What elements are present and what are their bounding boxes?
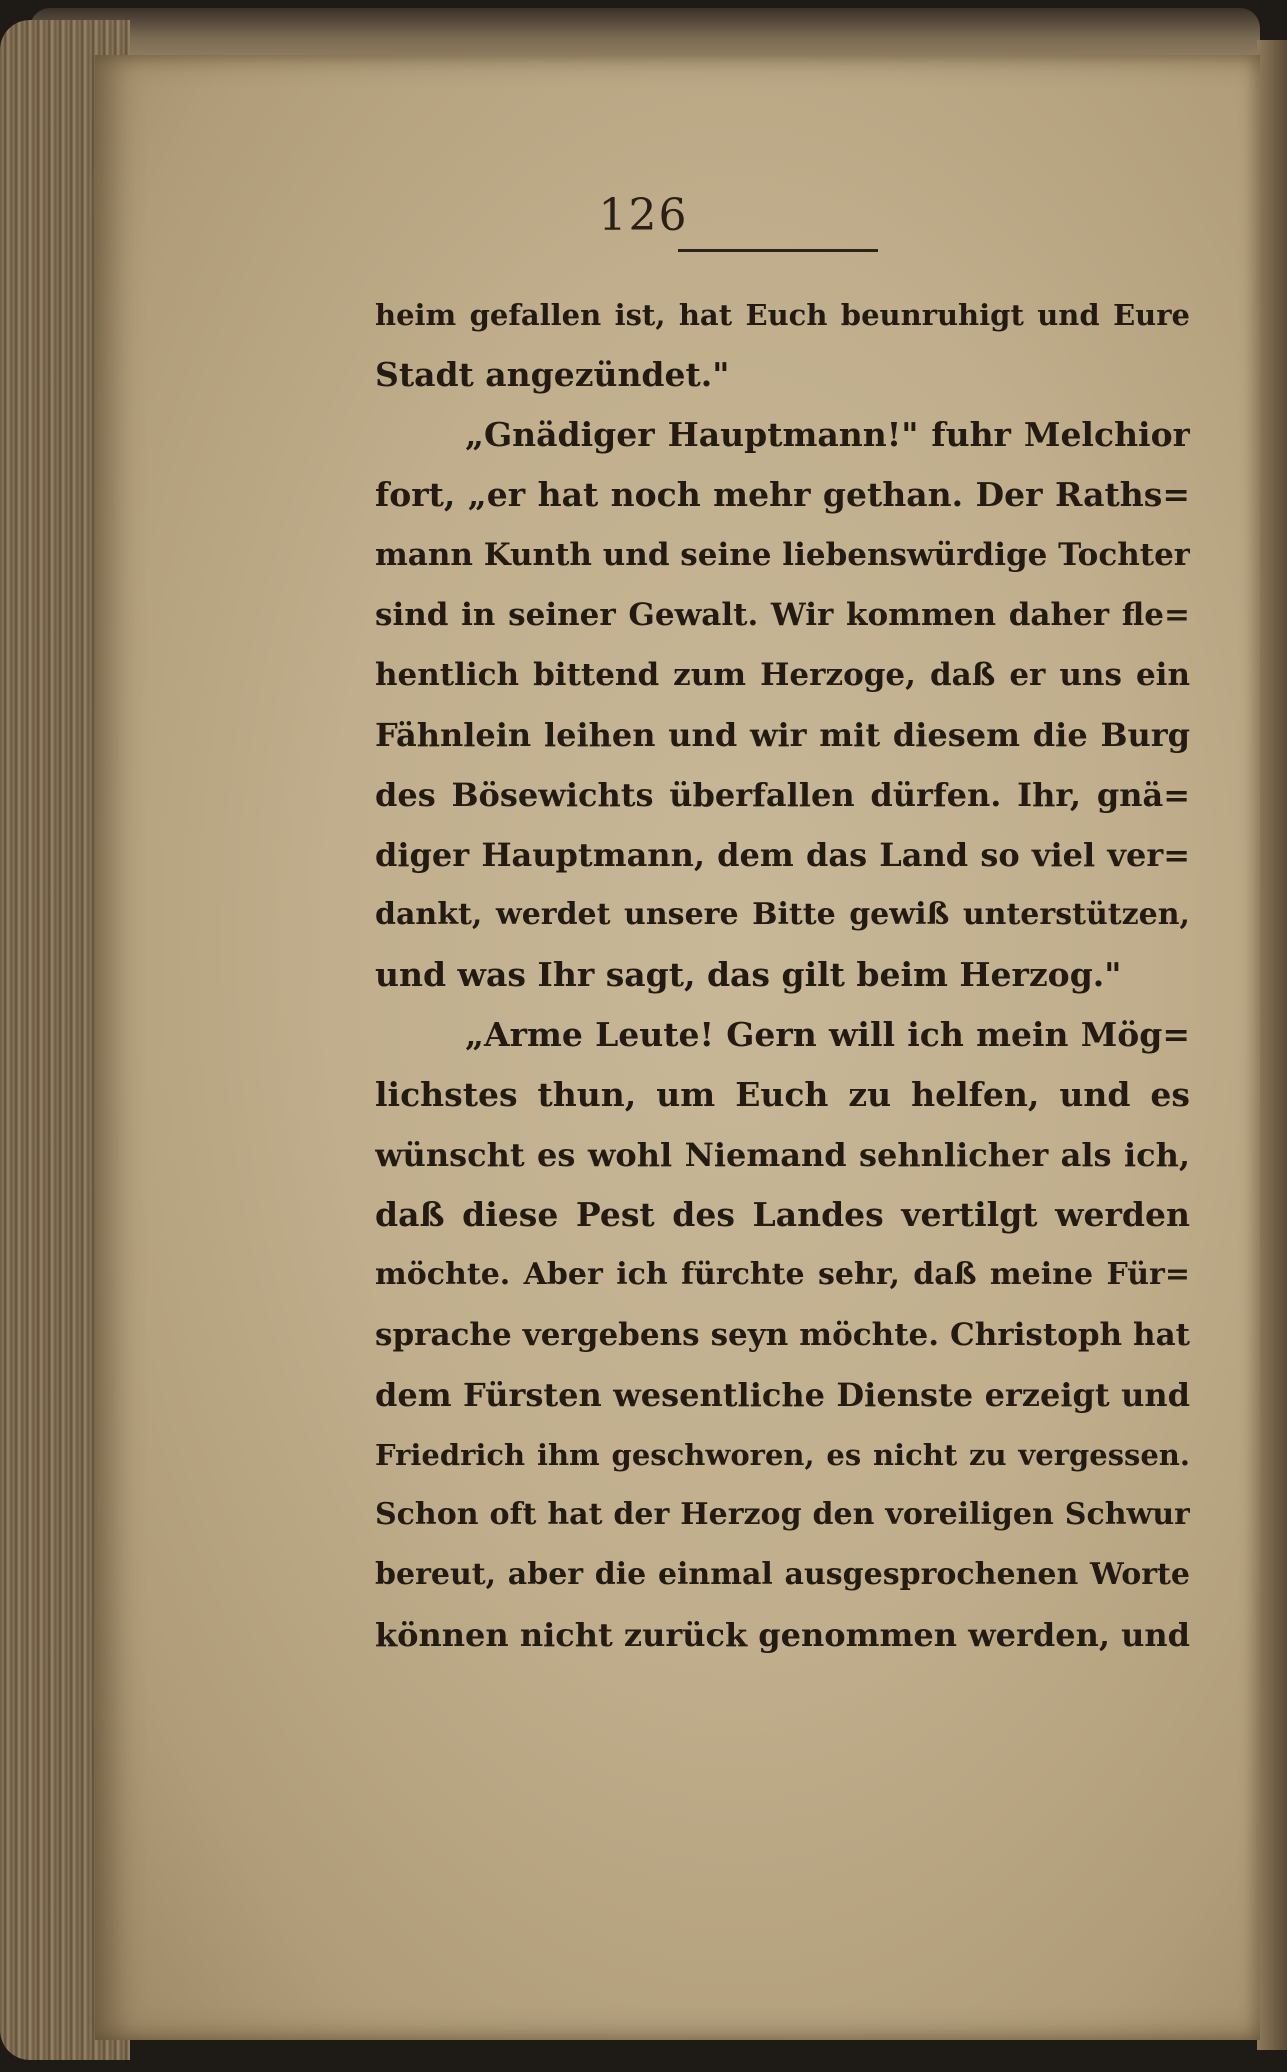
text-line: können nicht zurück genommen werden, und: [375, 1616, 1190, 1654]
text-line: möchte. Aber ich fürchte sehr, daß meine Für=: [375, 1257, 1190, 1292]
page-text: [375, 285, 1190, 1665]
text-line: Stadt angezündet.": [375, 355, 730, 394]
text-line: „Gnädiger Hauptmann!" fuhr Melchior: [465, 415, 1190, 454]
text-line: wünscht es wohl Niemand sehnlicher als ich,: [375, 1136, 1190, 1174]
text-line: des Bösewichts überfallen dürfen. Ihr, gnä=: [375, 776, 1190, 814]
text-line: „Arme Leute! Gern will ich mein Mög=: [465, 1015, 1190, 1054]
text-line: mann Kunth und seine liebenswürdige Tochter: [375, 537, 1190, 573]
text-line: daß diese Pest des Landes vertilgt werden: [375, 1195, 1190, 1234]
page-number: 126: [598, 190, 689, 241]
text-line: und was Ihr sagt, das gilt beim Herzog.": [375, 955, 1122, 994]
text-line: diger Hauptmann, dem das Land so viel ver=: [375, 836, 1190, 874]
book-right-edge: [1257, 40, 1287, 2050]
text-line: Fähnlein leihen und wir mit diesem die Burg: [375, 716, 1190, 754]
text-line: heim gefallen ist, hat Euch beunruhigt und Eure: [375, 298, 1190, 332]
text-line: sprache vergebens seyn möchte. Christoph hat: [375, 1317, 1190, 1353]
text-line: lichstes thun, um Euch zu helfen, und es: [375, 1075, 1190, 1114]
text-line: sind in seiner Gewalt. Wir kommen daher fle=: [375, 597, 1190, 633]
text-line: Schon oft hat der Herzog den voreiligen Schwur: [375, 1497, 1190, 1532]
text-line: hentlich bittend zum Herzoge, daß er uns ein: [375, 657, 1190, 693]
text-line: bereut, aber die einmal ausgesprochenen Worte: [375, 1557, 1190, 1592]
text-line: fort, „er hat noch mehr gethan. Der Raths=: [375, 475, 1190, 514]
text-line: Friedrich ihm geschworen, es nicht zu vergessen.: [375, 1438, 1190, 1472]
book-top-edge: [30, 8, 1260, 58]
text-line: dankt, werdet unsere Bitte gewiß unterstützen,: [375, 897, 1190, 932]
header-rule: [678, 249, 878, 252]
text-line: dem Fürsten wesentliche Dienste erzeigt und: [375, 1376, 1190, 1414]
